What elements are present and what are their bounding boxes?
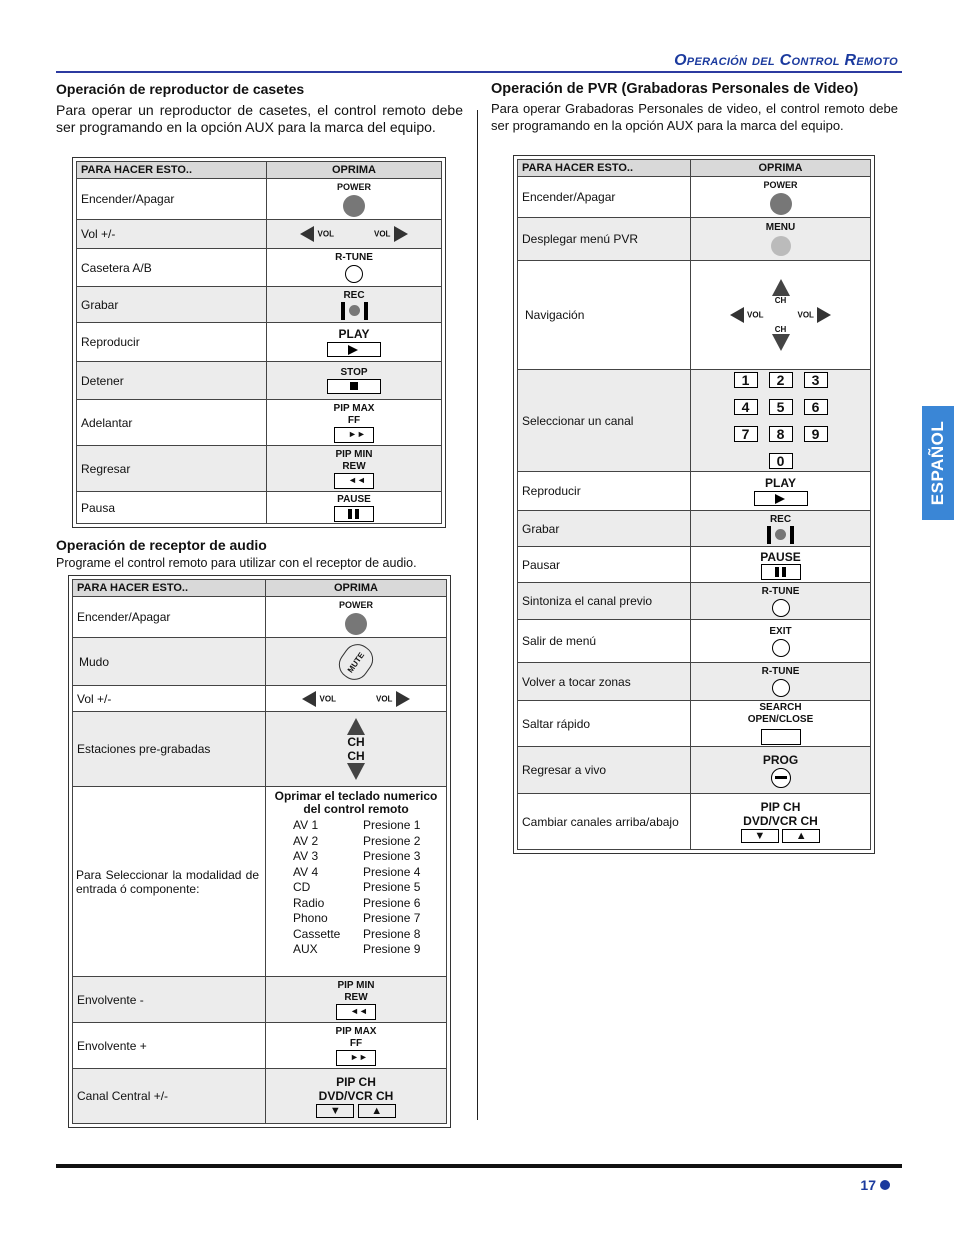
table-row: Volver a tocar zonas R-TUNE — [518, 663, 871, 701]
table-row: Vol +/- VOL VOL — [73, 686, 447, 712]
pvr-title: Operación de PVR (Grabadoras Personales de Video) — [491, 81, 859, 97]
table-row: Seleccionar un canal 1 2 3 4 5 6 7 8 9 0 — [518, 370, 871, 472]
key-6: 6 — [804, 399, 828, 415]
input-mode-name: AV 1 — [293, 818, 319, 832]
rew-button-icon: ◄◄ — [334, 473, 374, 489]
prog-button-icon — [771, 768, 791, 788]
table-row: Reproducir PLAY — [518, 472, 871, 511]
key-5: 5 — [769, 399, 793, 415]
table-row: Encender/Apagar POWER — [77, 179, 442, 220]
table-row: Sintoniza el canal previo R-TUNE — [518, 583, 871, 620]
table-row: Casetera A/B R-TUNE — [77, 249, 442, 287]
input-mode-press: Presione 5 — [363, 880, 421, 894]
rtune-button-icon — [772, 599, 790, 617]
ch-down-icon — [772, 334, 790, 351]
table-row: Regresar a vivo PROG — [518, 747, 871, 794]
table-header: PARA HACER ESTO.. OPRIMA — [518, 160, 871, 177]
input-mode-press: Presione 3 — [363, 849, 421, 863]
table-row: Pausa PAUSE — [77, 492, 442, 524]
table-row: Cambiar canales arriba/abajo PIP CH DVD/VCR CH ▼ ▲ — [518, 794, 871, 850]
header-rule — [56, 71, 902, 73]
table-row: Para Seleccionar la modalidad de entrada ó componente: Oprimar el teclado numerico del control remoto AV 1 Presione 1 AV 2 Presione 2 AV 3 Presione 3 AV 4 Presione 4 CD Presione 5 Radio Presione 6 Phono Presione 7 Cassette Presione 8 AUX Presione 9 — [73, 787, 447, 977]
input-mode-row — [266, 942, 446, 958]
rtune-button-icon — [772, 679, 790, 697]
vol-right-icon — [394, 226, 408, 242]
ch-up-icon — [347, 718, 365, 735]
language-tab: ESPAÑOL — [922, 406, 954, 520]
input-mode-press: Presione 8 — [363, 926, 421, 941]
pause-button-icon — [334, 506, 374, 522]
table-row: Grabar REC — [77, 287, 442, 323]
vol-left-icon — [300, 226, 314, 242]
input-mode-name: AV 4 — [293, 864, 319, 879]
input-mode-name: AV 3 — [293, 849, 319, 863]
table-row: Navigación CH VOL VOL CH — [518, 261, 871, 370]
table-row: Mudo MUTE — [73, 638, 447, 686]
audio-title: Operación de receptor de audio — [56, 537, 267, 553]
pvr-table — [517, 159, 871, 850]
table-row: Reproducir PLAY — [77, 323, 442, 362]
ch-down-arrow-icon: ▼ — [741, 829, 779, 843]
input-mode-name: CD — [293, 880, 311, 894]
input-mode-row — [266, 865, 446, 881]
audio-intro: Programe el control remoto para utilizar con el receptor de audio. — [56, 556, 417, 570]
pause-button-icon — [761, 564, 801, 580]
table-row: Pausar PAUSE — [518, 547, 871, 583]
input-mode-name: Cassette — [293, 926, 341, 941]
table-row: Canal Central +/- PIP CH DVD/VCR CH ▼ ▲ — [73, 1069, 447, 1124]
key-4: 4 — [734, 399, 758, 415]
input-mode-press: Presione 7 — [363, 911, 421, 925]
ch-down-icon — [347, 763, 365, 780]
play-button-icon — [754, 491, 808, 506]
input-mode-row — [266, 818, 446, 834]
table-row: Estaciones pre-grabadas CH CH — [73, 712, 447, 787]
numeric-keypad — [691, 372, 870, 469]
input-list — [266, 818, 446, 958]
power-button-icon — [343, 195, 365, 217]
key-9: 9 — [804, 426, 828, 442]
key-1: 1 — [734, 372, 758, 388]
table-row: Adelantar PIP MAX FF ►► — [77, 400, 442, 446]
input-mode-name: AUX — [293, 942, 318, 956]
rtune-button-icon — [345, 265, 363, 283]
input-mode-row — [266, 849, 446, 865]
table-row: Grabar REC — [518, 511, 871, 547]
keypad-heading: Oprimar el teclado numerico del control remoto — [274, 789, 438, 816]
cassette-intro: Para operar un reproductor de casetes, el control remoto debe ser programando en la opción AUX para la marca del equipo. — [56, 102, 463, 135]
input-mode-row — [266, 896, 446, 912]
stop-button-icon — [327, 379, 381, 394]
pvr-intro: Para operar Grabadoras Personales de video, el control remoto debe ser programando en la opción AUX para la marca del equipo. — [491, 101, 898, 133]
audio-table — [72, 579, 447, 1124]
table-row: Detener STOP — [77, 362, 442, 400]
input-mode-row — [266, 880, 446, 896]
input-mode-row — [266, 834, 446, 850]
bullet-icon — [880, 1180, 890, 1190]
cassette-table — [76, 161, 442, 524]
vol-right-icon — [396, 691, 410, 707]
input-mode-name: Radio — [293, 895, 325, 910]
input-mode-press: Presione 4 — [363, 864, 421, 879]
input-mode-name: Phono — [293, 911, 328, 925]
key-0: 0 — [769, 453, 793, 469]
ch-down-arrow-icon: ▼ — [316, 1104, 354, 1118]
table-row: Saltar rápido SEARCH OPEN/CLOSE — [518, 701, 871, 747]
ch-up-arrow-icon: ▲ — [782, 829, 820, 843]
key-2: 2 — [769, 372, 793, 388]
input-mode-row — [266, 927, 446, 943]
key-3: 3 — [804, 372, 828, 388]
input-mode-press: Presione 2 — [363, 833, 421, 848]
play-button-icon — [327, 342, 381, 357]
rec-button-icon — [341, 302, 368, 320]
key-7: 7 — [734, 426, 758, 442]
input-mode-row — [266, 911, 446, 927]
vol-right-icon — [817, 307, 831, 323]
ch-up-arrow-icon: ▲ — [358, 1104, 396, 1118]
power-button-icon — [345, 613, 367, 635]
menu-button-icon — [771, 236, 791, 256]
footer-rule — [56, 1164, 902, 1168]
input-mode-press: Presione 6 — [363, 895, 421, 910]
table-row: Desplegar menú PVR MENU — [518, 218, 871, 261]
table-row: Vol +/- VOL VOL — [77, 220, 442, 249]
table-row: Envolvente - PIP MIN REW ◄◄ — [73, 977, 447, 1023]
section-header: Operación del Control Remoto — [674, 52, 898, 69]
ff-button-icon: ►► — [336, 1050, 376, 1066]
vol-left-icon — [302, 691, 316, 707]
input-mode-name: AV 2 — [293, 833, 319, 848]
input-mode-press: Presione 9 — [363, 942, 421, 956]
table-row: Encender/Apagar POWER — [518, 177, 871, 218]
ff-button-icon: ►► — [334, 427, 374, 443]
input-mode-press: Presione 1 — [363, 818, 421, 832]
exit-button-icon — [772, 639, 790, 657]
power-button-icon — [770, 193, 792, 215]
table-row: Regresar PIP MIN REW ◄◄ — [77, 446, 442, 492]
ch-up-icon — [772, 279, 790, 296]
mute-button-icon: MUTE — [333, 638, 378, 685]
cassette-title: Operación de reproductor de casetes — [56, 81, 305, 97]
key-8: 8 — [769, 426, 793, 442]
search-button-icon — [761, 729, 801, 745]
page-number: 17 — [860, 1177, 876, 1193]
vol-left-icon — [730, 307, 744, 323]
table-header: PARA HACER ESTO.. OPRIMA — [77, 162, 442, 179]
table-row: Encender/Apagar POWER — [73, 597, 447, 638]
rew-button-icon: ◄◄ — [336, 1004, 376, 1020]
rec-button-icon — [767, 526, 794, 544]
table-row: Envolvente + PIP MAX FF ►► — [73, 1023, 447, 1069]
table-header: PARA HACER ESTO.. OPRIMA — [73, 580, 447, 597]
column-divider — [477, 110, 478, 1120]
table-row: Salir de menú EXIT — [518, 620, 871, 663]
